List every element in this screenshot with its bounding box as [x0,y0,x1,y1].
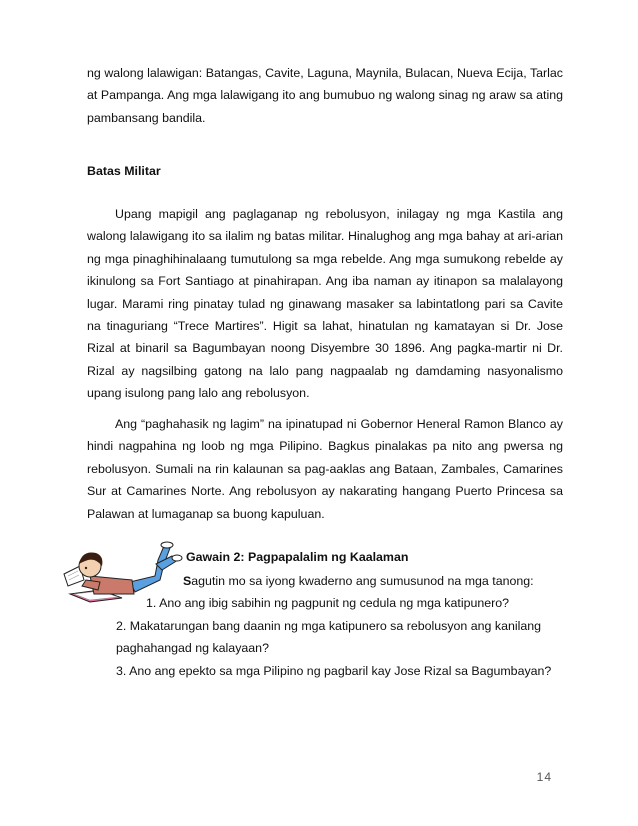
activity-title: Gawain 2: Pagpapalalim ng Kaalaman [186,550,409,564]
instruction-drop-letter: S [183,574,192,588]
paragraph-2-text: Ang “paghahasik ng lagim” na ipinatupad ni Gobernor Heneral Ramon Blanco ay hindi nagpahina ng loob ng mga Pilipino. Bagkus pinalakas pa nito ang pwersa ng rebolusyon. Sumali na rin kalaunan sa pag-aaklas ang Bataan, Zambales, Camarines Sur at Camarines Norte. Ang rebolusyon ay nakarating hangang Puerto Princesa sa Palawan at lumaganap sa buong kapuluan. [87,417,563,521]
activity-instruction [183,570,534,592]
paragraph-1-text: Upang mapigil ang paglaganap ng rebolusyon, inilagay ng mga Kastila ang walong lalawigang ito sa ilalim ng batas militar. Hinalughog ang mga bahay at ari-arian ng mga pinaghihinalaang tumutulong sa mga rebelde. Ang mga sumukong rebelde ay ikinulong sa Fort Santiago at pinahirapan. Ang iba naman ay itinapon sa malalayong lugar. Marami ring pinatay tulad ng ginawang masaker sa labintatlong pari sa Cavite na tinaguriang “Trece Martires”. Higit sa lahat, hinatulan ng kamatayan si Dr. Jose Rizal at binaril sa Bagumbayan noong Disyembre 30 1896. Ang pagka-martir ni Dr. Rizal ay nagsilbing gatong na lalo pang nagpaalab ng damdaming nasyonalismo upang isulong pang lalo ang rebolusyon. [87,207,563,401]
intro-paragraph [87,62,563,129]
question-2: 2. Makatarungan bang daanin ng mga katipunero sa rebolusyon ang kanilang paghahangad ng kalayaan? [116,619,542,655]
question-3: 3. Ano ang epekto sa mga Pilipino ng pagbaril kay Jose Rizal sa Bagumbayan? [116,664,552,678]
paragraph-revolution [87,413,563,525]
intro-paragraph-text: ng walong lalawigan: Batangas, Cavite, Laguna, Maynila, Bulacan, Nueva Ecija, Tarlac at Pampanga. Ang mga lalawigang ito ang bumubuo ng walong sinag ng araw sa ating pambansang bandila. [87,66,563,125]
section-heading: Batas Militar [87,164,161,178]
question-1: 1. Ano ang ibig sabihin ng pagpunit ng cedula ng mga katipunero? [146,596,510,610]
page-number: 14 [536,770,552,784]
instruction-text: agutin mo sa iyong kwaderno ang sumusunod na mga tanong: [191,574,534,588]
paragraph-martial-law [87,203,563,405]
